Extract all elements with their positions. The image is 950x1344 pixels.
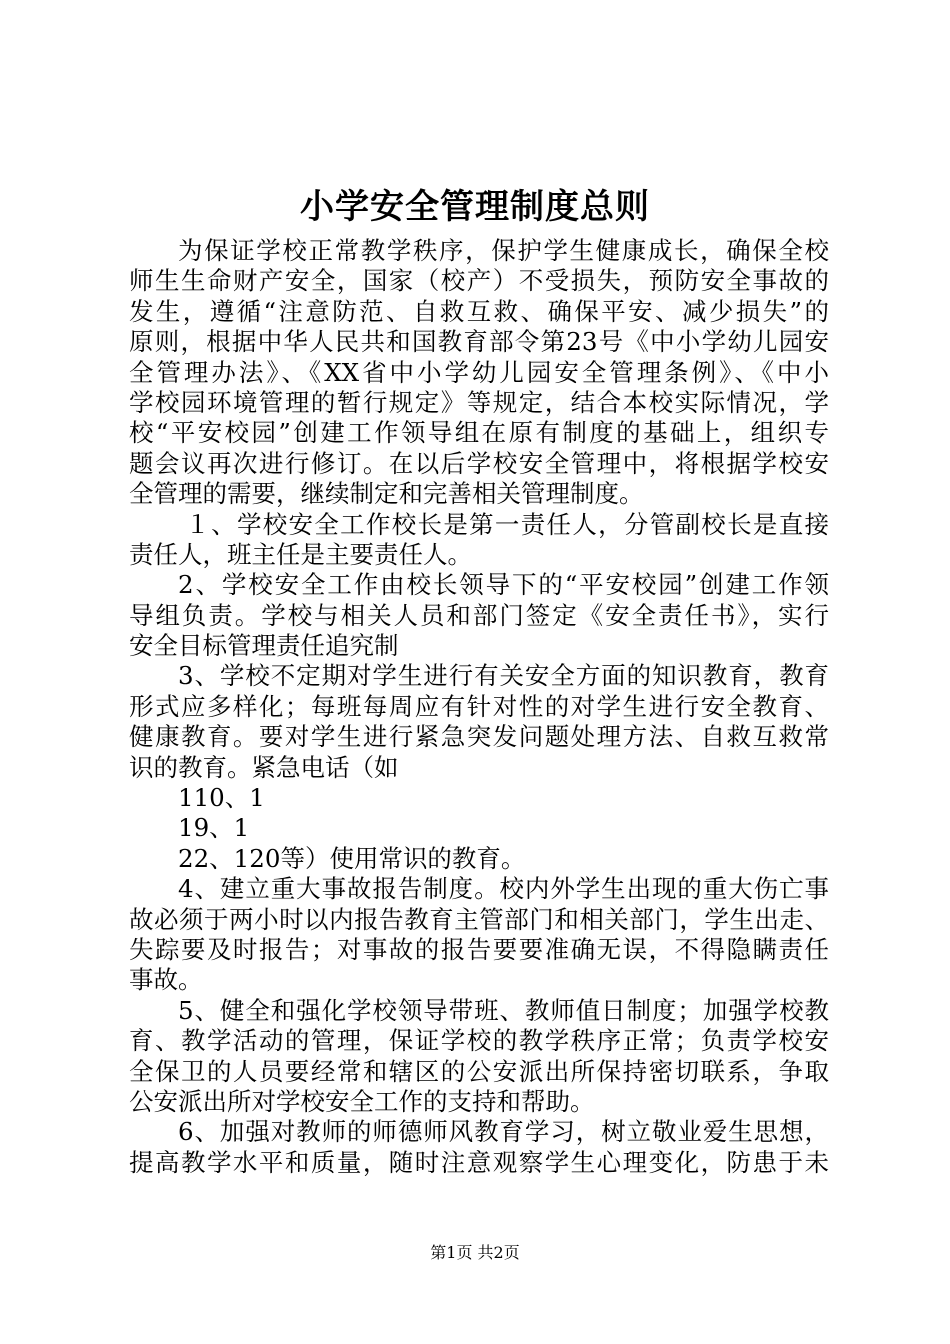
paragraph-line: 提高教学水平和质量，随时注意观察学生心理变化，防患于未 [129,1147,829,1177]
paragraph-line: 失踪要及时报告；对事故的报告要要准确无误，不得隐瞒责任 [129,934,829,964]
paragraph-line: 安全目标管理责任追究制 [129,631,399,661]
paragraph-line: 健康教育。要对学生进行紧急突发问题处理方法、自救互救常 [129,722,829,752]
paragraph-line: 师生生命财产安全，国家（校产）不受损失，预防安全事故的 [129,266,829,296]
paragraph-line: 识的教育。紧急电话（如 [129,752,399,782]
paragraph-line: 导组负责。学校与相关人员和部门签定《安全责任书》，实行 [129,600,829,630]
paragraph-line: 学校园环境管理的暂行规定》等规定，结合本校实际情况，学 [129,387,829,417]
paragraph-line: 育、教学活动的管理，保证学校的教学秩序正常；负责学校安 [129,1026,829,1056]
paragraph-line: 发生，遵循“注意防范、自救互救、确保平安、减少损失”的 [129,296,829,326]
page-footer: 第1页 共2页 [430,1243,520,1262]
paragraph-line: 题会议再次进行修订。在以后学校安全管理中，将根据学校安 [129,448,829,478]
paragraph-line: 3、学校不定期对学生进行有关安全方面的知识教育，教育 [178,661,829,691]
paragraph-line: 6、加强对教师的师德师风教育学习，树立敬业爱生思想， [178,1117,829,1147]
paragraph-line: 110、1 [178,783,265,813]
paragraph-line: 为保证学校正常教学秩序，保护学生健康成长，确保全校 [178,236,829,265]
paragraph-line: 全管理的需要，继续制定和完善相关管理制度。 [129,479,644,509]
paragraph-line: 5、健全和强化学校领导带班、教师值日制度；加强学校教 [178,995,829,1025]
paragraph-line: 故必须于两小时以内报告教育主管部门和相关部门，学生出走、 [129,904,829,934]
paragraph-line: 责任人，班主任是主要责任人。 [129,539,472,569]
paragraph-line: 全管理办法》、《XX省中小学幼儿园安全管理条例》、《中小 [129,357,829,387]
paragraph-line: 公安派出所对学校安全工作的支持和帮助。 [129,1086,595,1116]
paragraph-line: 形式应多样化；每班每周应有针对性的对学生进行安全教育、 [129,691,829,721]
paragraph-line: 4、建立重大事故报告制度。校内外学生出现的重大伤亡事 [178,874,829,904]
paragraph-line: 校“平安校园”创建工作领导组在原有制度的基础上，组织专 [129,418,829,448]
paragraph-line: 原则，根据中华人民共和国教育部令第23号《中小学幼儿园安 [129,327,829,357]
paragraph-line: 事故。 [129,965,203,995]
document-title: 小学安全管理制度总则 [300,187,650,227]
paragraph-line: 全保卫的人员要经常和辖区的公安派出所保持密切联系，争取 [129,1056,829,1086]
document-body [129,236,829,1178]
paragraph-line: １、学校安全工作校长是第一责任人，分管副校长是直接 [185,509,829,539]
paragraph-line: 22、120等）使用常识的教育。 [178,843,526,873]
paragraph-line: 19、1 [178,813,250,843]
paragraph-line: 2、学校安全工作由校长领导下的“平安校园”创建工作领 [178,570,829,600]
